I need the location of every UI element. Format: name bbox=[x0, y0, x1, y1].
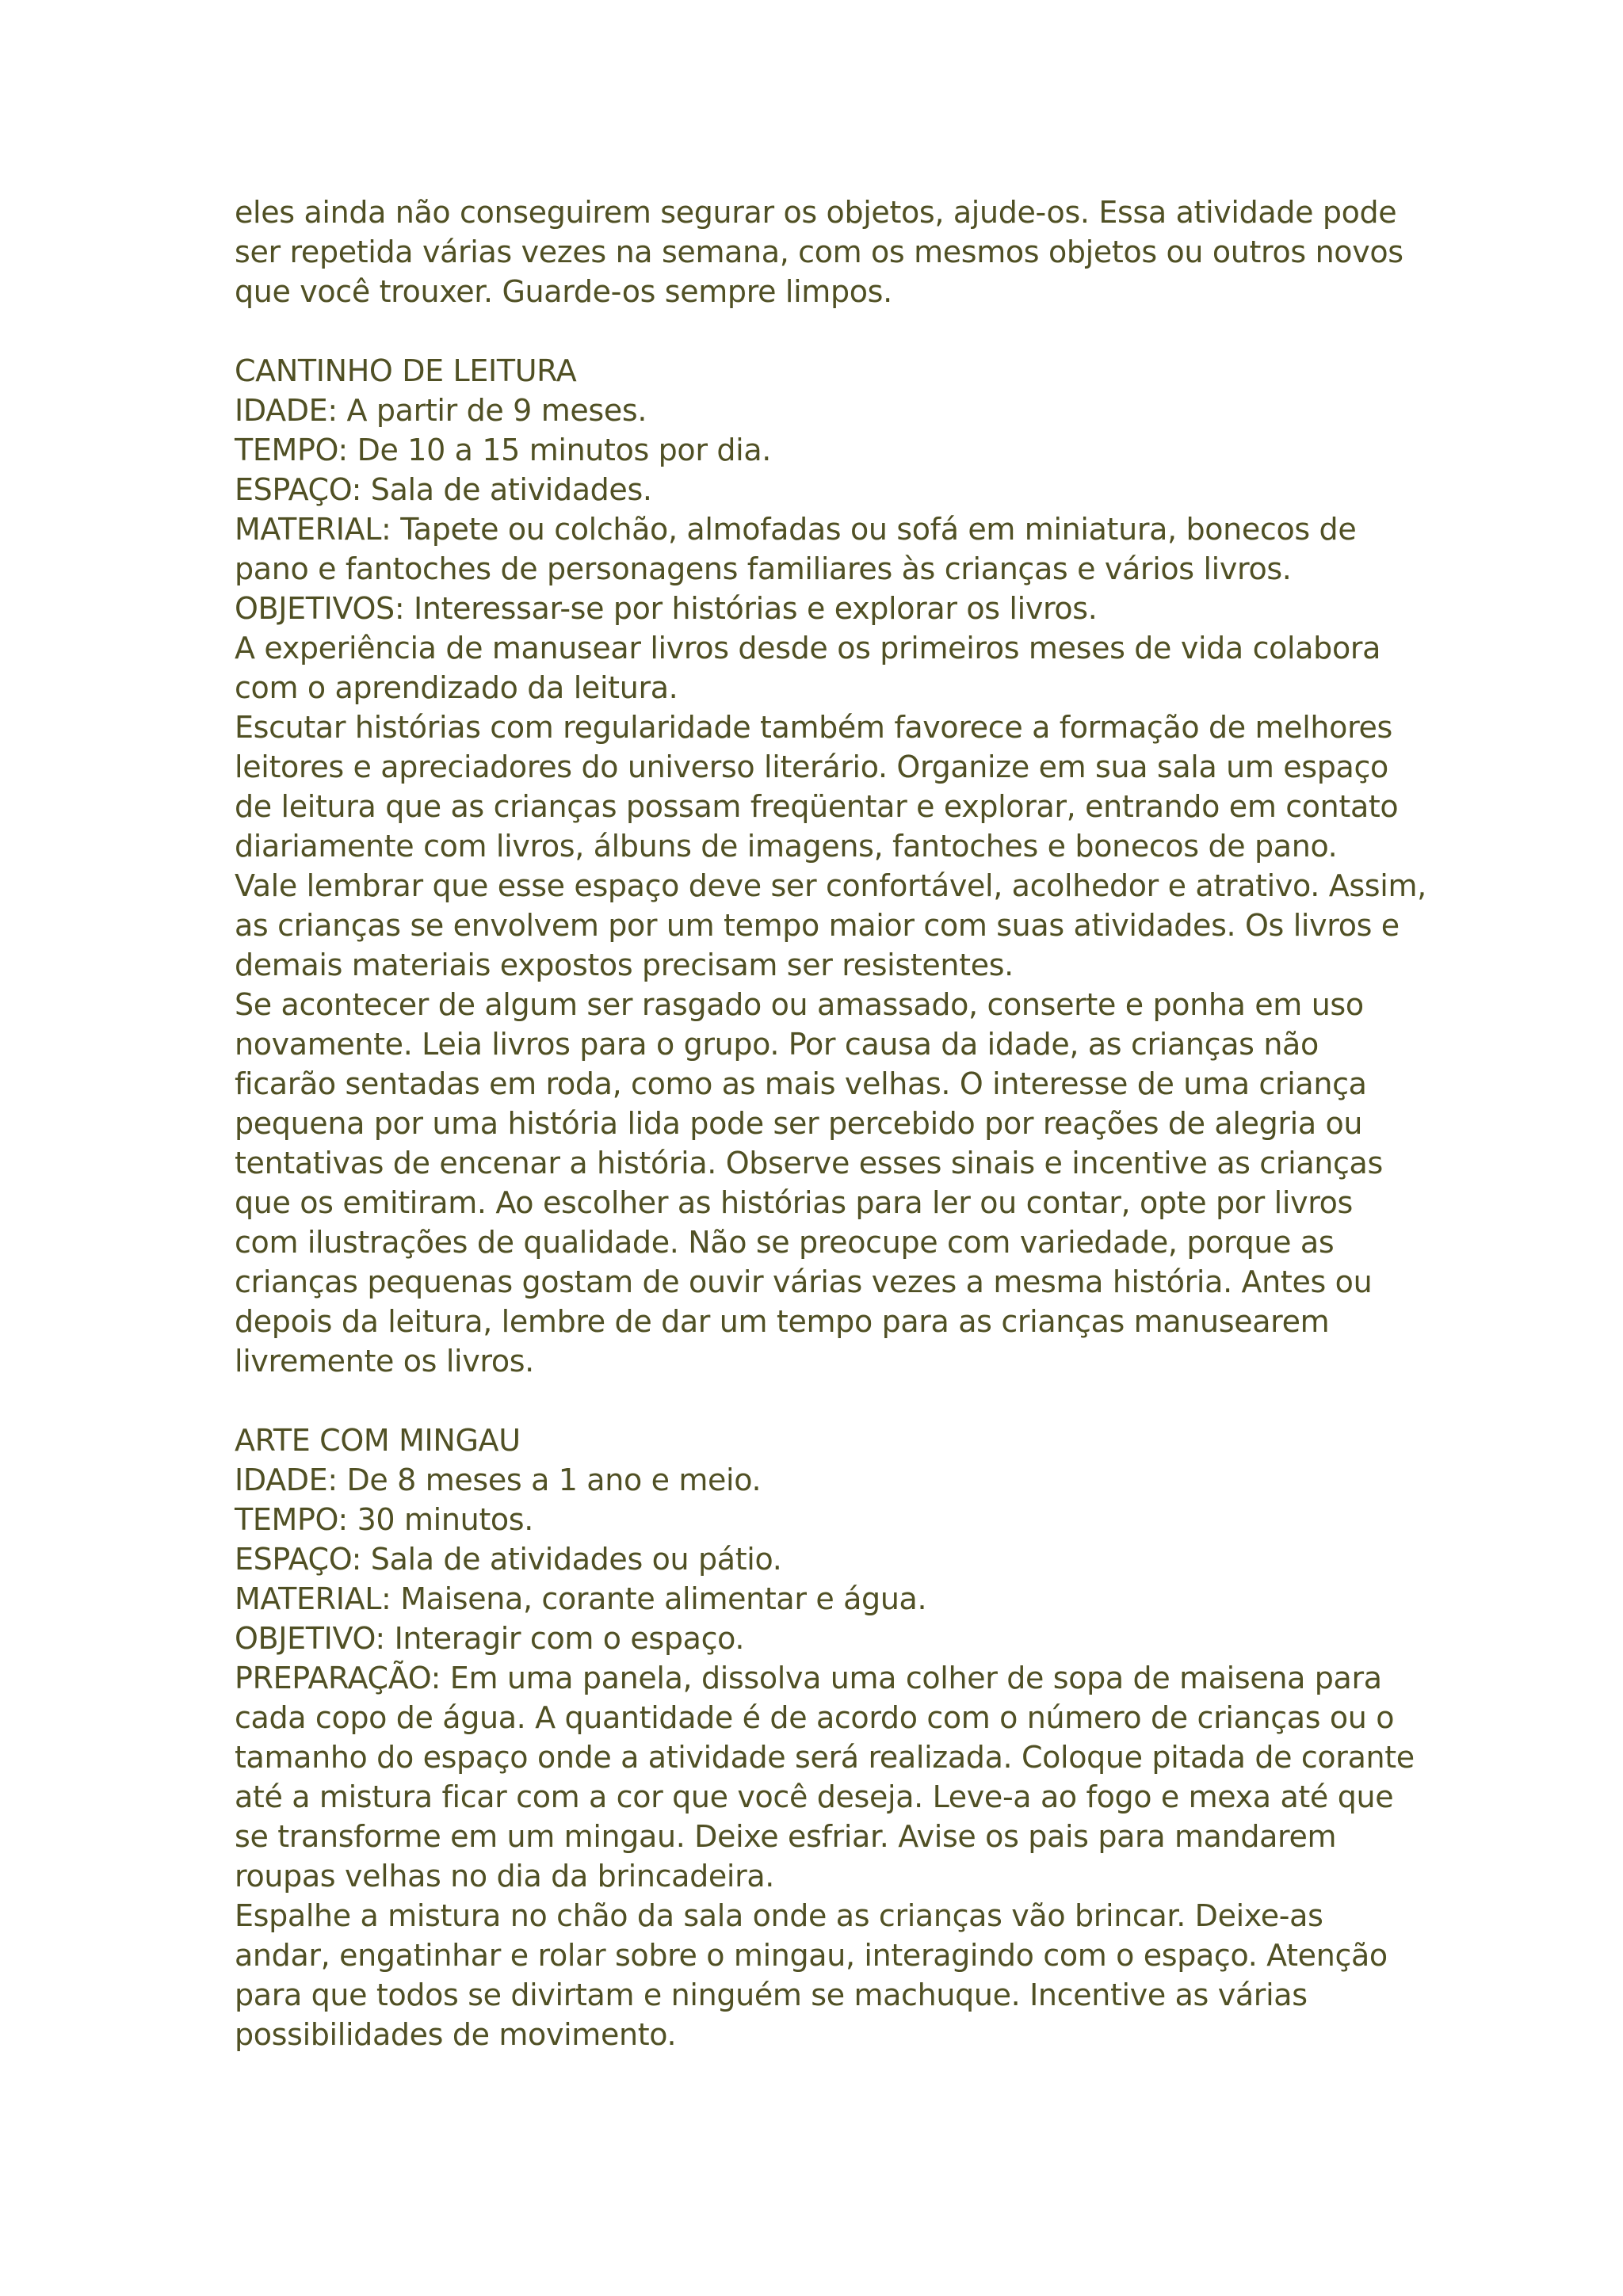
paragraph-gap bbox=[235, 1381, 1423, 1421]
text-line: MATERIAL: Tapete ou colchão, almofadas ou sofá em miniatura, bonecos de bbox=[235, 512, 1357, 547]
text-line: Espalhe a mistura no chão da sala onde as crianças vão brincar. Deixe-as bbox=[235, 1898, 1323, 1933]
text-line: IDADE: De 8 meses a 1 ano e meio. bbox=[235, 1463, 762, 1497]
text-line: depois da leitura, lembre de dar um tempo para as crianças manusearem bbox=[235, 1304, 1330, 1339]
text-line: novamente. Leia livros para o grupo. Por causa da idade, as crianças não bbox=[235, 1027, 1319, 1062]
text-line: TEMPO: 30 minutos. bbox=[235, 1502, 533, 1537]
text-line: possibilidades de movimento. bbox=[235, 2017, 677, 2052]
text-line: ESPAÇO: Sala de atividades ou pátio. bbox=[235, 1542, 782, 1577]
text-line: com ilustrações de qualidade. Não se preocupe com variedade, porque as bbox=[235, 1225, 1335, 1260]
section-cantinho-de-leitura bbox=[235, 351, 1426, 1381]
text-line: livremente os livros. bbox=[235, 1344, 534, 1379]
text-line: cada copo de água. A quantidade é de acordo com o número de crianças ou o bbox=[235, 1700, 1395, 1735]
section-heading: ARTE COM MINGAU bbox=[235, 1423, 521, 1458]
text-line: que os emitiram. Ao escolher as histórias para ler ou contar, opte por livros bbox=[235, 1185, 1354, 1220]
text-line: andar, engatinhar e rolar sobre o mingau, interagindo com o espaço. Atenção bbox=[235, 1938, 1388, 1973]
text-line: Se acontecer de algum ser rasgado ou amassado, conserte e ponha em uso bbox=[235, 987, 1364, 1022]
text-line: que você trouxer. Guarde-os sempre limpos. bbox=[235, 274, 892, 309]
text-line: pano e fantoches de personagens familiares às crianças e vários livros. bbox=[235, 551, 1292, 586]
text-line: se transforme em um mingau. Deixe esfriar. Avise os pais para mandarem bbox=[235, 1819, 1337, 1854]
text-line: de leitura que as crianças possam freqüentar e explorar, entrando em contato bbox=[235, 789, 1399, 824]
document-body bbox=[235, 193, 1426, 2054]
text-line: Escutar histórias com regularidade também favorece a formação de melhores bbox=[235, 710, 1392, 745]
text-line: ser repetida várias vezes na semana, com os mesmos objetos ou outros novos bbox=[235, 235, 1403, 269]
intro-paragraph bbox=[235, 193, 1423, 311]
text-line: pequena por uma história lida pode ser percebido por reações de alegria ou bbox=[235, 1106, 1363, 1141]
section-heading: CANTINHO DE LEITURA bbox=[235, 353, 577, 388]
text-line: tentativas de encenar a história. Observe esses sinais e incentive as crianças bbox=[235, 1146, 1383, 1180]
text-line: ficarão sentadas em roda, como as mais velhas. O interesse de uma criança bbox=[235, 1066, 1367, 1101]
text-line: para que todos se divirtam e ninguém se machuque. Incentive as várias bbox=[235, 1978, 1308, 2012]
section-arte-com-mingau bbox=[235, 1421, 1423, 2054]
text-line: crianças pequenas gostam de ouvir várias vezes a mesma história. Antes ou bbox=[235, 1264, 1373, 1299]
text-line: OBJETIVOS: Interessar-se por histórias e explorar os livros. bbox=[235, 591, 1098, 626]
text-line: as crianças se envolvem por um tempo maior com suas atividades. Os livros e bbox=[235, 908, 1400, 943]
text-line: demais materiais expostos precisam ser resistentes. bbox=[235, 948, 1014, 982]
text-line: PREPARAÇÃO: Em uma panela, dissolva uma colher de sopa de maisena para bbox=[235, 1661, 1382, 1695]
text-line: IDADE: A partir de 9 meses. bbox=[235, 393, 647, 428]
text-line: TEMPO: De 10 a 15 minutos por dia. bbox=[235, 433, 771, 467]
text-line: A experiência de manusear livros desde os primeiros meses de vida colabora bbox=[235, 631, 1381, 666]
text-line: com o aprendizado da leitura. bbox=[235, 670, 678, 705]
paragraph-gap bbox=[235, 311, 1423, 351]
text-line: até a mistura ficar com a cor que você deseja. Leve-a ao fogo e mexa até que bbox=[235, 1779, 1394, 1814]
text-line: roupas velhas no dia da brincadeira. bbox=[235, 1859, 775, 1894]
text-line: eles ainda não conseguirem segurar os objetos, ajude-os. Essa atividade pode bbox=[235, 195, 1397, 230]
text-line: diariamente com livros, álbuns de imagens, fantoches e bonecos de pano. bbox=[235, 829, 1338, 864]
text-line: tamanho do espaço onde a atividade será realizada. Coloque pitada de corante bbox=[235, 1740, 1415, 1775]
text-line: leitores e apreciadores do universo literário. Organize em sua sala um espaço bbox=[235, 749, 1388, 784]
text-line: ESPAÇO: Sala de atividades. bbox=[235, 472, 652, 507]
text-line: Vale lembrar que esse espaço deve ser confortável, acolhedor e atrativo. Assim, bbox=[235, 868, 1426, 903]
text-line: MATERIAL: Maisena, corante alimentar e água. bbox=[235, 1581, 927, 1616]
text-line: OBJETIVO: Interagir com o espaço. bbox=[235, 1621, 745, 1656]
